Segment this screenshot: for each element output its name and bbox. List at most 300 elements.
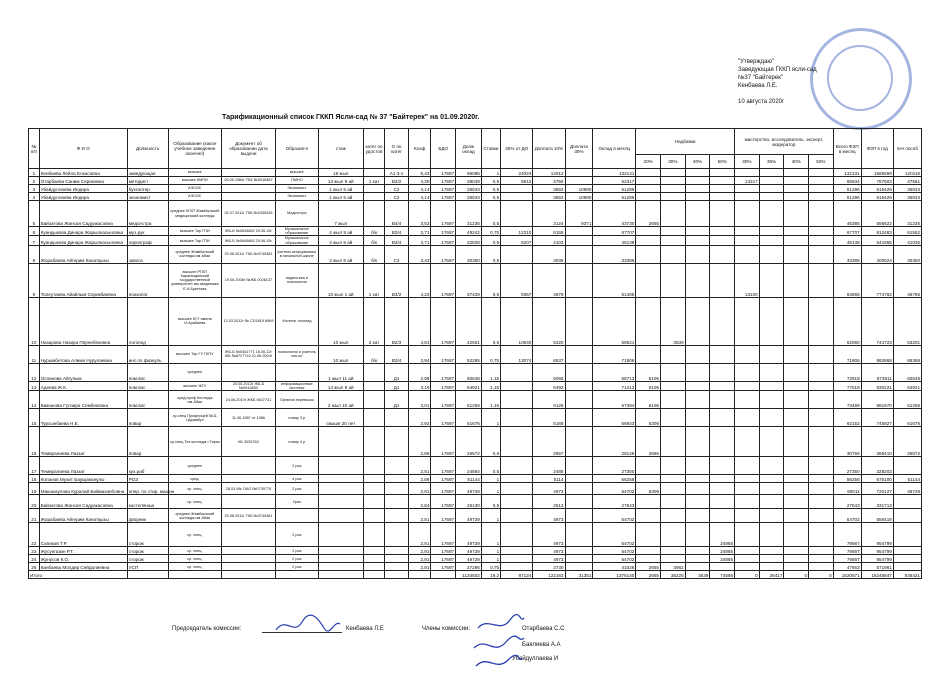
cell-document: ЖБ-Б №0646862 29.06.15г (222, 236, 276, 245)
cell-bonus-30 (660, 391, 685, 409)
cell-position: муз.рук (127, 227, 168, 236)
cell-experience: свыше 20 лет (318, 409, 363, 427)
cell-mastery-50 (809, 563, 834, 571)
cell-mastery-40 (784, 483, 809, 495)
header-rate: Ставки (481, 129, 500, 169)
cell-bonus-30 (660, 193, 685, 201)
cell-bdo: 17697 (431, 475, 456, 483)
cell-education: сред. (168, 475, 222, 483)
table-row (29, 495, 922, 509)
cell-mastery-30 (735, 409, 760, 427)
cell-monthly: 51286 (593, 193, 636, 201)
table-row (29, 509, 922, 523)
cell-add10: 3730 (533, 563, 565, 571)
cell-add10: 4973 (533, 523, 565, 547)
cell-sick-pay: 61552 (893, 227, 921, 236)
totals-empty-cell (127, 571, 168, 579)
cell-employee-name: Кенбаева Лейла Елкасовна (39, 169, 127, 177)
cell-experience: 3 жыл 8 ай (318, 245, 363, 263)
cell-total-month: 77518 (833, 381, 861, 390)
cell-add10: 3663 (533, 193, 565, 201)
cell-mastery-35 (759, 169, 784, 177)
cell-sick-pay: 60648 (893, 363, 921, 381)
cell-education-type: информационные системы (275, 381, 318, 390)
cell-experience (318, 563, 363, 571)
cell-add30: 10990 (565, 193, 593, 201)
cell-mastery-40 (784, 169, 809, 177)
cell-fzp-year: 571961 (861, 563, 893, 571)
cell-mastery-50 (809, 245, 834, 263)
cell-education: сред.проф Колледж им.Абая (168, 391, 222, 409)
cell-fzp-year: 954799 (861, 547, 893, 555)
cell-bonus-40 (685, 475, 710, 483)
cell-mastery-35 (759, 547, 784, 555)
cell-education: ср. спец. (168, 547, 222, 555)
table-row (29, 245, 922, 263)
cell-bdo: 17697 (431, 381, 456, 390)
cell-position: опер. по стир. машин (127, 483, 168, 495)
cell-experience: 1 жыл 5 ай (318, 185, 363, 193)
table-row (29, 201, 922, 227)
cell-bonus-50 (710, 185, 735, 193)
cell-mastery-35 (759, 201, 784, 227)
cell-bonus-50 (710, 177, 735, 185)
cell-experience: 10 жыл 1 ай (318, 263, 363, 297)
cell-bonus-30 (660, 227, 685, 236)
header-add30: Доплата 30% (565, 129, 593, 169)
cell-bonus-40 (685, 245, 710, 263)
cell-education-type (275, 363, 318, 381)
cell-employee-name: Убайдуллаева Индира (39, 193, 127, 201)
cell-pct25 (501, 201, 533, 227)
cell-coefficient: 2,89 (408, 475, 431, 483)
cell-bonus-40 (685, 547, 710, 555)
cell-sick-pay (893, 523, 921, 547)
cell-fzp-year: 400624 (861, 245, 893, 263)
cell-document (222, 185, 276, 193)
cell-mastery-40 (784, 563, 809, 571)
cell-education-type: Музыкальное образование (275, 227, 318, 236)
cell-row-number: 24 (29, 555, 40, 563)
cell-bdo: 17697 (431, 523, 456, 547)
cell-bonus-40 (685, 495, 710, 509)
cell-sick-pay (893, 509, 921, 523)
cell-document: 02.07.2011г ТКБ №0335426 (222, 201, 276, 227)
header-experience: стаж (318, 129, 363, 169)
cell-mastery-35 (759, 345, 784, 363)
cell-mastery-30 (735, 169, 760, 177)
cell-add30 (565, 245, 593, 263)
cell-coefficient: 4,81 (408, 297, 431, 345)
cell-mastery-50 (809, 227, 834, 236)
cell-mastery-40 (784, 495, 809, 509)
cell-document (222, 523, 276, 547)
cell-salary: 52295 (456, 345, 482, 363)
cell-monthly: 54702 (593, 509, 636, 523)
cell-coefficient: 2,89 (408, 427, 431, 457)
cell-mastery-35 (759, 523, 784, 547)
cell-add30: 9371 (565, 201, 593, 227)
cell-grade: С3 (385, 245, 409, 263)
cell-grade: С2 (385, 193, 409, 201)
cell-row-number: 19 (29, 483, 40, 495)
cell-row-number: 25 (29, 563, 40, 571)
members-signatures (470, 614, 526, 674)
cell-sick-pay: 51675 (893, 409, 921, 427)
cell-employee-name: Куандыкова Динара Жарылкасыновна (39, 227, 127, 236)
cell-add30 (565, 523, 593, 547)
table-row (29, 457, 922, 475)
cell-pct25 (501, 495, 533, 509)
cell-bonus-30 (660, 475, 685, 483)
cell-add30 (565, 409, 593, 427)
cell-mastery-40 (784, 391, 809, 409)
totals-yr: 18246847 (861, 571, 893, 579)
cell-bonus-40 (685, 236, 710, 245)
table-row (29, 483, 922, 495)
totals-empty-cell (222, 571, 276, 579)
cell-total-month: 51286 (833, 193, 861, 201)
cell-rate: 1 (481, 169, 500, 177)
cell-position: повар (127, 427, 168, 457)
cell-monthly: 27643 (593, 495, 636, 509)
cell-monthly: 71413 (593, 381, 636, 390)
cell-mastery-35 (759, 483, 784, 495)
table-row (29, 523, 922, 547)
cell-add10: 4756 (533, 177, 565, 185)
header-bonus-20: 20% (636, 155, 661, 169)
cell-mastery-35 (759, 263, 784, 297)
cell-employee-name: Жорабаева Айгерим Канатқызы (39, 245, 127, 263)
cell-document: КБ 3039763 (222, 427, 276, 457)
cell-employee-name: Толеутаева Айайлым Серикбаевна (39, 263, 127, 297)
document-title: Тарификационный список ГККП Ясли-сад № 37 "Байтерек" на 01.09.2020г. (222, 114, 480, 121)
cell-position: экономист (127, 193, 168, 201)
cell-monthly: 43730 (593, 201, 636, 227)
cell-sick-pay (893, 547, 921, 555)
cell-salary: 36633 (456, 193, 482, 201)
totals-b2: 38225 (660, 571, 685, 579)
cell-total-month: 51286 (833, 185, 861, 193)
cell-mastery-30 (735, 547, 760, 555)
cell-bonus-20 (636, 227, 661, 236)
cell-education: высшее Тар ГУ ГКПУ (168, 345, 222, 363)
cell-add10: 4679 (533, 263, 565, 297)
member-1-name: Отарбаева С.С (522, 626, 565, 632)
cell-sick-pay: 64921 (893, 381, 921, 390)
cell-mastery-50 (809, 495, 834, 509)
cell-total-month: 60011 (833, 483, 861, 495)
cell-category (363, 363, 384, 381)
cell-employee-name: Байзатова Жансая Садуакасовна (39, 495, 127, 509)
cell-document: 11.06.1987 от 1986 (222, 409, 276, 427)
cell-employee-name: Темирaлиева Лаззат (39, 427, 127, 457)
table-row (29, 169, 922, 177)
cell-education: АЭСИС (168, 185, 222, 193)
cell-fzp-year: 656419 (861, 509, 893, 523)
cell-bonus-50 (710, 409, 735, 427)
cell-rate: 1 (481, 475, 500, 483)
totals-b1: 2655 (636, 571, 661, 579)
cell-mastery-35 (759, 475, 784, 483)
cell-salary: 49242 (456, 227, 482, 236)
cell-grade: В3/4 (385, 345, 409, 363)
cell-add10: 6492 (533, 381, 565, 390)
cell-pct25 (501, 409, 533, 427)
header-bonus-40: 40% (685, 155, 710, 169)
cell-mastery-35 (759, 495, 784, 509)
cell-rate: 0,75 (481, 345, 500, 363)
cell-add30: 10990 (565, 185, 593, 193)
cell-bonus-30 (660, 169, 685, 177)
cell-bonus-40 (685, 509, 710, 523)
cell-document: 29.06.2011г ТКБ №0745481 (222, 509, 276, 523)
cell-position: сторож (127, 547, 168, 555)
cell-pct25 (501, 547, 533, 555)
header-mastery-50: 50% (809, 155, 834, 169)
cell-bonus-50: 24865 (710, 547, 735, 555)
cell-bonus-20: 6105 (636, 363, 661, 381)
cell-pct25 (501, 483, 533, 495)
cell-position: завхоз (127, 245, 168, 263)
cell-position: методист (127, 177, 168, 185)
cell-experience: 2 жыл 10 ай (318, 391, 363, 409)
cell-education-type: 2 раз (275, 483, 318, 495)
cell-sick-pay: 65369 (893, 345, 921, 363)
cell-add30 (565, 177, 593, 185)
header-coef: Коэф (408, 129, 431, 169)
cell-mastery-35 (759, 555, 784, 563)
cell-mastery-30 (735, 475, 760, 483)
cell-grade: Д1 (385, 363, 409, 381)
cell-bonus-50 (710, 563, 735, 571)
table-row (29, 227, 922, 236)
cell-mastery-40 (784, 193, 809, 201)
cell-coefficient: 2,84 (408, 495, 431, 509)
cell-category (363, 169, 384, 177)
cell-salary: 51144 (456, 475, 482, 483)
cell-monthly: 66713 (593, 363, 636, 381)
cell-education: высшее КГУ имени И.Арабаева (168, 297, 222, 345)
cell-education-type: Музыкальное образование (275, 236, 318, 245)
cell-add30 (565, 297, 593, 345)
cell-bonus-20 (636, 236, 661, 245)
cell-bdo: 17697 (431, 495, 456, 509)
cell-row-number: 20 (29, 495, 40, 509)
cell-education: АЭСИС (168, 193, 222, 201)
cell-position: кух.раб (127, 457, 168, 475)
cell-add30 (565, 555, 593, 563)
cell-add30 (565, 475, 593, 483)
cell-category (363, 201, 384, 227)
cell-category: б/к (363, 345, 384, 363)
cell-coefficient: 2,81 (408, 547, 431, 555)
cell-education: высшее РГКП Карагандинский государственный университет им академика Е.А.Букетова (168, 263, 222, 297)
cell-mastery-30 (735, 509, 760, 523)
cell-monthly: 67707 (593, 227, 636, 236)
cell-salary: 36633 (456, 185, 482, 193)
totals-a30: 31351 (565, 571, 593, 579)
cell-bonus-20: 5309 (636, 409, 661, 427)
cell-pct25: 9357 (501, 263, 533, 297)
table-row (29, 563, 922, 571)
cell-total-month: 27643 (833, 495, 861, 509)
cell-row-number: 8 (29, 245, 40, 263)
cell-row-number: 13 (29, 381, 40, 390)
cell-mastery-40 (784, 523, 809, 547)
cell-bdo: 17697 (431, 263, 456, 297)
cell-fzp-year: 744723 (861, 297, 893, 345)
header-edu-type: Образов-я (275, 129, 318, 169)
cell-sick-pay (893, 563, 921, 571)
cell-pct25 (501, 509, 533, 523)
cell-row-number: 9 (29, 263, 40, 297)
cell-monthly: 33385 (593, 245, 636, 263)
header-bdo: БДО (431, 129, 456, 169)
cell-add30 (565, 236, 593, 245)
cell-salary: 25572 (456, 427, 482, 457)
cell-experience: 13 жыл 9 ай (318, 177, 363, 185)
cell-mastery-50 (809, 363, 834, 381)
table-row (29, 381, 922, 390)
cell-position: сторож (127, 523, 168, 547)
cell-education: высшее (168, 169, 222, 177)
cell-monthly: 45138 (593, 236, 636, 245)
header-category-cert: катег по удостов (363, 129, 384, 169)
cell-total-month: 33385 (833, 245, 861, 263)
cell-bdo: 17697 (431, 227, 456, 236)
cell-add30 (565, 547, 593, 555)
cell-mastery-40 (784, 509, 809, 523)
cell-grade (385, 563, 409, 571)
cell-mastery-30 (735, 297, 760, 345)
cell-add10: 3035 (533, 245, 565, 263)
cell-total-month: 79567 (833, 555, 861, 563)
cell-bonus-20 (636, 345, 661, 363)
cell-bonus-40 (685, 345, 710, 363)
cell-mastery-40 (784, 363, 809, 381)
cell-position: УСП (127, 563, 168, 571)
cell-education-type: повар 3 р (275, 409, 318, 427)
cell-bonus-20 (636, 263, 661, 297)
cell-document: 12.03.2012г № CD1819 6969 (222, 297, 276, 345)
approval-line-2: №37 "Байтерек" (738, 75, 783, 81)
totals-sick: 935421 (893, 571, 921, 579)
cell-sick-pay: 36633 (893, 193, 921, 201)
cell-bonus-50 (710, 236, 735, 245)
cell-total-month: 73489 (833, 391, 861, 409)
cell-pct25 (501, 363, 533, 381)
cell-rate: 0,5 (481, 177, 500, 185)
cell-row-number: 18 (29, 475, 40, 483)
cell-coefficient: 2,81 (408, 509, 431, 523)
cell-employee-name: Убайдуллаева Индира (39, 185, 127, 193)
cell-pct25: 24024 (501, 169, 533, 177)
cell-grade (385, 427, 409, 457)
cell-add30 (565, 381, 593, 390)
cell-rate: 0,5 (481, 297, 500, 345)
cell-mastery-40 (784, 345, 809, 363)
cell-bonus-20 (636, 169, 661, 177)
cell-rate: 1 (481, 409, 500, 427)
cell-education: среднее Жамбылский колледж им Абая (168, 509, 222, 523)
cell-mastery-50 (809, 297, 834, 345)
cell-bonus-20: 2655 (636, 201, 661, 227)
cell-position: пом.вос (127, 391, 168, 409)
totals-label: Итого (29, 571, 128, 579)
cell-mastery-35 (759, 363, 784, 381)
table-row (29, 427, 922, 457)
cell-bonus-40 (685, 185, 710, 193)
cell-category (363, 509, 384, 523)
cell-education: высшее Тар ГПИ (168, 236, 222, 245)
cell-category (363, 409, 384, 427)
cell-education-type: Экономист (275, 193, 318, 201)
cell-document (222, 457, 276, 475)
cell-coefficient: 2,81 (408, 523, 431, 547)
cell-add10: 2486 (533, 457, 565, 475)
cell-education-type: 2 раз (275, 523, 318, 547)
cell-fzp-year: 369410 (861, 427, 893, 457)
cell-category (363, 483, 384, 495)
cell-education-type: 2 раз (275, 457, 318, 475)
cell-rate: 1 (481, 523, 500, 547)
cell-bonus-40 (685, 201, 710, 227)
cell-add30 (565, 427, 593, 457)
cell-pct25 (501, 185, 533, 193)
cell-document (222, 475, 276, 483)
cell-add10: 6537 (533, 345, 565, 363)
cell-bonus-50 (710, 427, 735, 457)
cell-salary: 25130 (456, 495, 482, 509)
cell-bonus-30 (660, 523, 685, 547)
cell-mastery-40 (784, 475, 809, 483)
cell-bonus-50: 24865 (710, 555, 735, 563)
cell-bonus-20 (636, 475, 661, 483)
cell-mastery-50 (809, 185, 834, 193)
cell-rate: 1,15 (481, 381, 500, 390)
totals-empty-cell (431, 571, 456, 579)
cell-employee-name: Канбаева Молдир Сейдалиевна (39, 563, 127, 571)
cell-coefficient: 3,43 (408, 245, 431, 263)
cell-education-type (275, 509, 318, 523)
cell-experience (318, 427, 363, 457)
cell-mastery-40 (784, 547, 809, 555)
cell-coefficient: 3,71 (408, 227, 431, 236)
cell-bonus-50 (710, 483, 735, 495)
cell-bonus-40 (685, 427, 710, 457)
cell-fzp-year: 873811 (861, 363, 893, 381)
cell-coefficient: 3,94 (408, 345, 431, 363)
approval-line-3: Кенбаева Л.Е. (738, 83, 778, 89)
cell-mastery-30 (735, 381, 760, 390)
cell-total-month: 30784 (833, 427, 861, 457)
cell-pct25 (501, 193, 533, 201)
cell-sick-pay: 36633 (893, 185, 921, 193)
cell-grade (385, 547, 409, 555)
cell-bonus-40 (685, 523, 710, 547)
cell-bonus-40 (685, 391, 710, 409)
cell-fzp-year: 615429 (861, 193, 893, 201)
cell-document (222, 563, 276, 571)
cell-position: пом.вос (127, 381, 168, 390)
cell-grade: В3/2 (385, 263, 409, 297)
cell-bdo: 17697 (431, 509, 456, 523)
cell-education: среднее (168, 457, 222, 475)
cell-education-type: Экономист (275, 185, 318, 193)
cell-total-month: 27350 (833, 457, 861, 475)
table-row (29, 409, 922, 427)
